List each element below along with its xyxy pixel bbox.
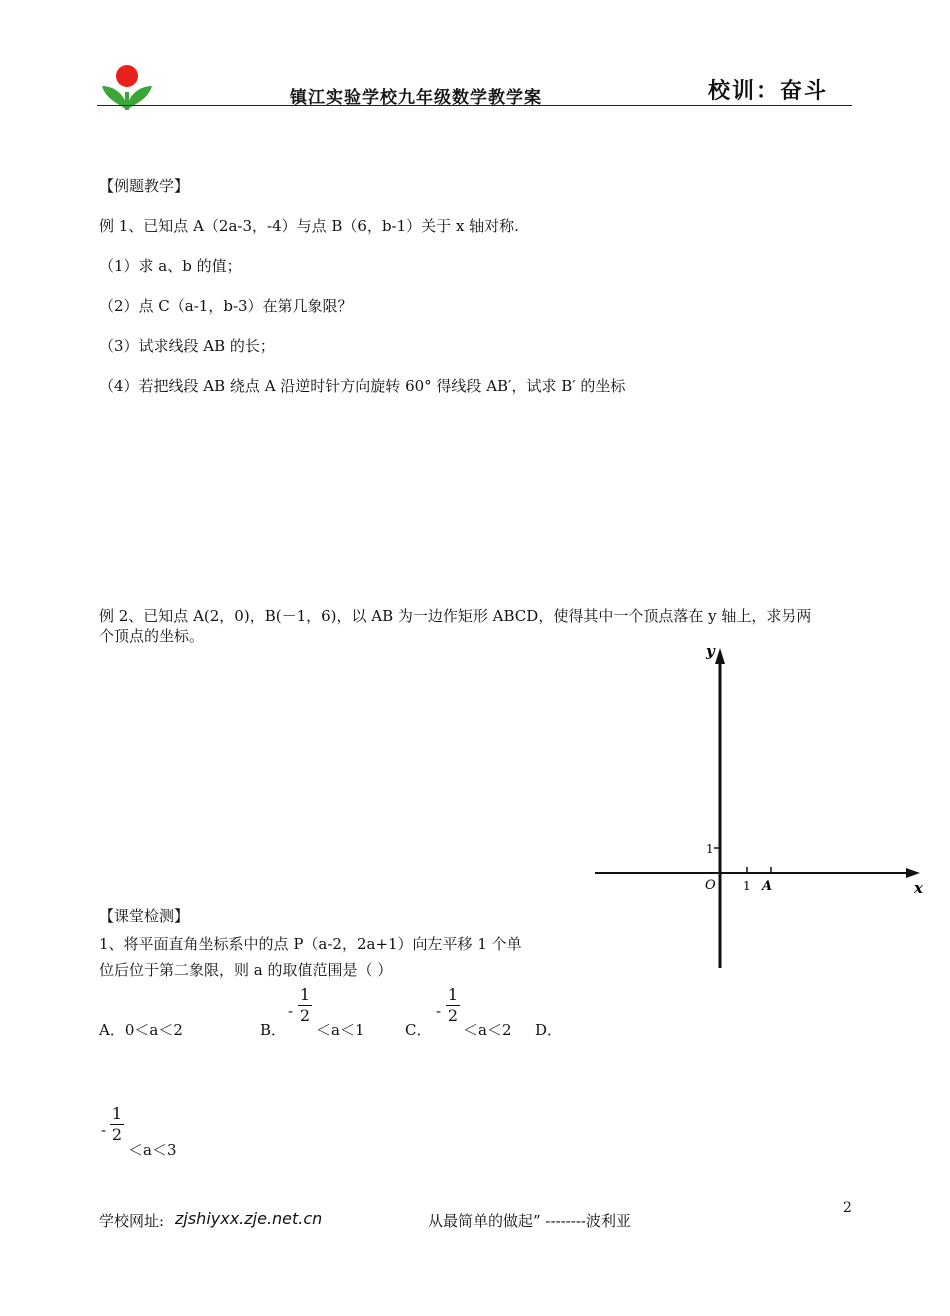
check-section-title: 【课堂检测】 <box>99 907 190 925</box>
footer-url[interactable]: zjshiyxx.zje.net.cn <box>175 1209 323 1228</box>
header-motto: 校训：奋斗 <box>708 78 829 104</box>
example2-line-1: 例 2、已知点 A(2，0)，B(－1，6)，以 AB 为一边作矩形 ABCD，使得其中一个顶点落在 y 轴上，求另两 <box>99 607 812 625</box>
example1-question-1: （1）求 a、b 的值； <box>99 257 242 275</box>
examples-section-title: 【例题教学】 <box>99 177 190 195</box>
x-axis-label: x <box>914 879 923 897</box>
option-b-sign: - <box>288 1002 294 1020</box>
option-b-numerator: 1 <box>299 985 311 1004</box>
coordinate-graph <box>590 640 930 980</box>
example1-question-3: （3）试求线段 AB 的长； <box>99 337 275 355</box>
option-c-denominator: 2 <box>447 1006 459 1025</box>
y-tick-label: 1 <box>706 842 714 856</box>
option-d-denominator: 2 <box>111 1125 123 1144</box>
option-a: A．0＜a＜2 <box>99 1021 183 1039</box>
option-b-fraction <box>298 986 312 1025</box>
check1-line-2: 位后位于第二象限，则 a 的取值范围是（ ） <box>99 961 393 979</box>
example1-question-2: （2）点 C（a-1，b-3）在第几象限？ <box>99 297 353 315</box>
option-d-numerator: 1 <box>111 1104 123 1123</box>
option-d-fraction <box>110 1105 124 1144</box>
point-a-label: A <box>762 879 773 894</box>
header-rule <box>97 105 852 106</box>
footer-url-label: 学校网址: <box>99 1212 165 1230</box>
example2-line-2: 个顶点的坐标。 <box>99 627 205 645</box>
footer-quote: 从最简单的做起” --------波利亚 <box>428 1212 631 1230</box>
y-axis-arrow-icon <box>715 648 725 664</box>
option-d-sign: - <box>101 1121 107 1139</box>
example1-question-4: （4）若把线段 AB 绕点 A 沿逆时针方向旋转 60° 得线段 AB′，试求 B′ 的坐标 <box>99 377 626 395</box>
x-axis-arrow-icon <box>906 868 920 878</box>
x-tick-label: 1 <box>743 879 751 893</box>
example1-stem: 例 1、已知点 A（2a-3，-4）与点 B（6，b-1）关于 x 轴对称. <box>99 217 519 235</box>
option-b-denominator: 2 <box>299 1006 311 1025</box>
option-d-rest: ＜a＜3 <box>128 1141 177 1159</box>
y-axis-label: y <box>706 642 715 660</box>
header-title: 镇江实验学校九年级数学教学案 <box>290 88 542 108</box>
check1-line-1: 1、将平面直角坐标系中的点 P（a-2，2a+1）向左平移 1 个单 <box>99 935 522 953</box>
option-d-label: D． <box>535 1021 563 1039</box>
option-b-rest: ＜a＜1 <box>316 1021 365 1039</box>
option-c-rest: ＜a＜2 <box>463 1021 512 1039</box>
option-c-numerator: 1 <box>447 985 459 1004</box>
page-number: 2 <box>843 1200 852 1216</box>
option-b-label: B． <box>260 1021 287 1039</box>
option-c-fraction <box>446 986 460 1025</box>
option-c-sign: - <box>436 1002 442 1020</box>
option-c-label: C． <box>405 1021 432 1039</box>
origin-label: O <box>705 878 716 893</box>
